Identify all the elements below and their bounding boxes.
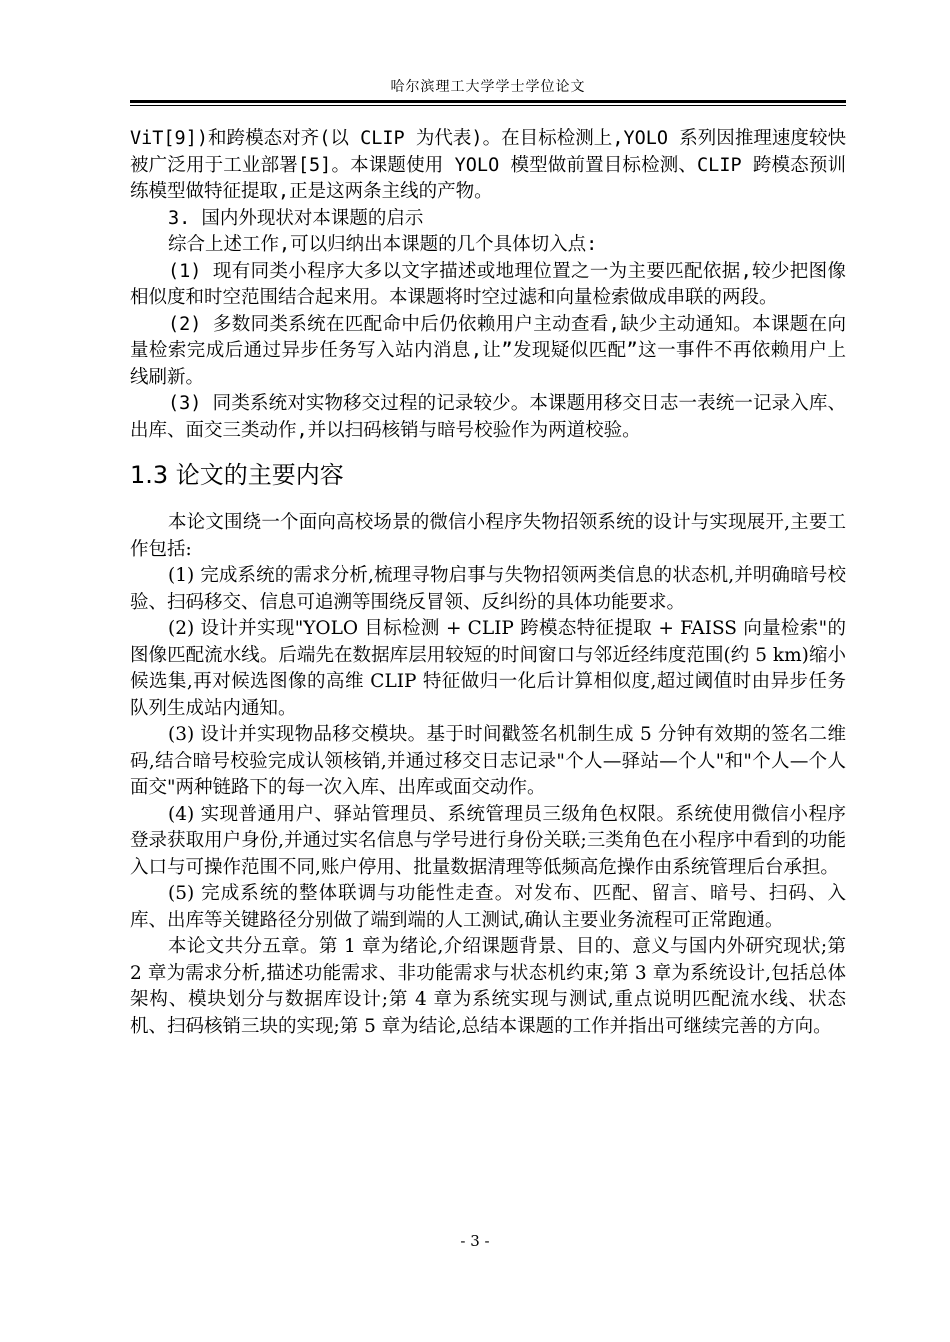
list-item-work-2: (2) 设计并实现"YOLO 目标检测 + CLIP 跨模态特征提取 + FAISS 向量检索"的图像匹配流水线。后端先在数据库层用较短的时间窗口与邻近经纬度范围(约 5 km)缩小候选集,再对候选图像的高维 CLIP 特征做归一化后计算相似度,超过阈值时由异步任务队列生成站内通知。 [130,618,846,719]
paragraph-continued: ViT[9])和跨模态对齐(以 CLIP 为代表)。在目标检测上,YOLO 系列因推理速度较快被广泛用于工业部署[5]。本课题使用 YOLO 模型做前置目标检测、CLIP 跨模态预训练模型做特征提取,正是这两条主线的产物。 [130,128,846,202]
paragraph-main-intro: 本论文围绕一个面向高校场景的微信小程序失物招领系统的设计与实现展开,主要工作包括: [130,512,846,560]
list-item-work-5: (5) 完成系统的整体联调与功能性走查。对发布、匹配、留言、暗号、扫码、入库、出库等关键路径分别做了端到端的人工测试,确认主要业务流程可正常跑通。 [130,883,846,931]
list-item-work-1: (1) 完成系统的需求分析,梳理寻物启事与失物招领两类信息的状态机,并明确暗号校验、扫码移交、信息可追溯等围绕反冒领、反纠纷的具体功能要求。 [130,565,846,613]
list-item-entry-point-3: (3) 同类系统对实物移交过程的记录较少。本课题用移交日志一表统一记录入库、出库、面交三类动作,并以扫码核销与暗号校验作为两道校验。 [130,393,846,441]
list-item-work-4: (4) 实现普通用户、驿站管理员、系统管理员三级角色权限。系统使用微信小程序登录获取用户身份,并通过实名信息与学号进行身份关联;三类角色在小程序中看到的功能入口与可操作范围不同,账户停用、批量数据清理等低频高危操作由系统管理后台承担。 [130,803,846,878]
list-item-work-3: (3) 设计并实现物品移交模块。基于时间戳签名机制生成 5 分钟有效期的签名二维码,结合暗号校验完成认领核销,并通过移交日志记录"个人—驿站—个人"和"个人—个人面交"两种链路下的每一次入库、出库或面交动作。 [130,724,846,798]
header-rule-thick [130,100,846,103]
section-heading-main-content: 1.3 论文的主要内容 [130,461,344,489]
list-item-entry-point-2: (2) 多数同类系统在匹配命中后仍依赖用户主动查看,缺少主动通知。本课题在向量检索完成后通过异步任务写入站内消息,让”发现疑似匹配”这一事件不再依赖用户上线刷新。 [130,313,846,388]
page-number: - 3 - [460,1232,490,1250]
running-header: 哈尔滨理工大学学士学位论文 [390,79,586,95]
header-rule-thin [130,105,846,106]
list-item-entry-point-1: (1) 现有同类小程序大多以文字描述或地理位置之一为主要匹配依据,较少把图像相似度和时空范围结合起来用。本课题将时空过滤和向量检索做成串联的两段。 [130,260,846,308]
paragraph-summary-intro: 综合上述工作,可以归纳出本课题的几个具体切入点: [168,234,598,255]
subsection-heading-implications: 3. 国内外现状对本课题的启示 [168,207,424,229]
page-body [130,126,846,1040]
paragraph-chapter-outline: 本论文共分五章。第 1 章为绪论,介绍课题背景、目的、意义与国内外研究现状;第 2 章为需求分析,描述功能需求、非功能需求与状态机约束;第 3 章为系统设计,包括总体架构、模块划分与数据库设计;第 4 章为系统实现与测试,重点说明匹配流水线、状态机、扫码核销三块的实现;第 5 章为结论,总结本课题的工作并指出可继续完善的方向。 [130,936,846,1037]
